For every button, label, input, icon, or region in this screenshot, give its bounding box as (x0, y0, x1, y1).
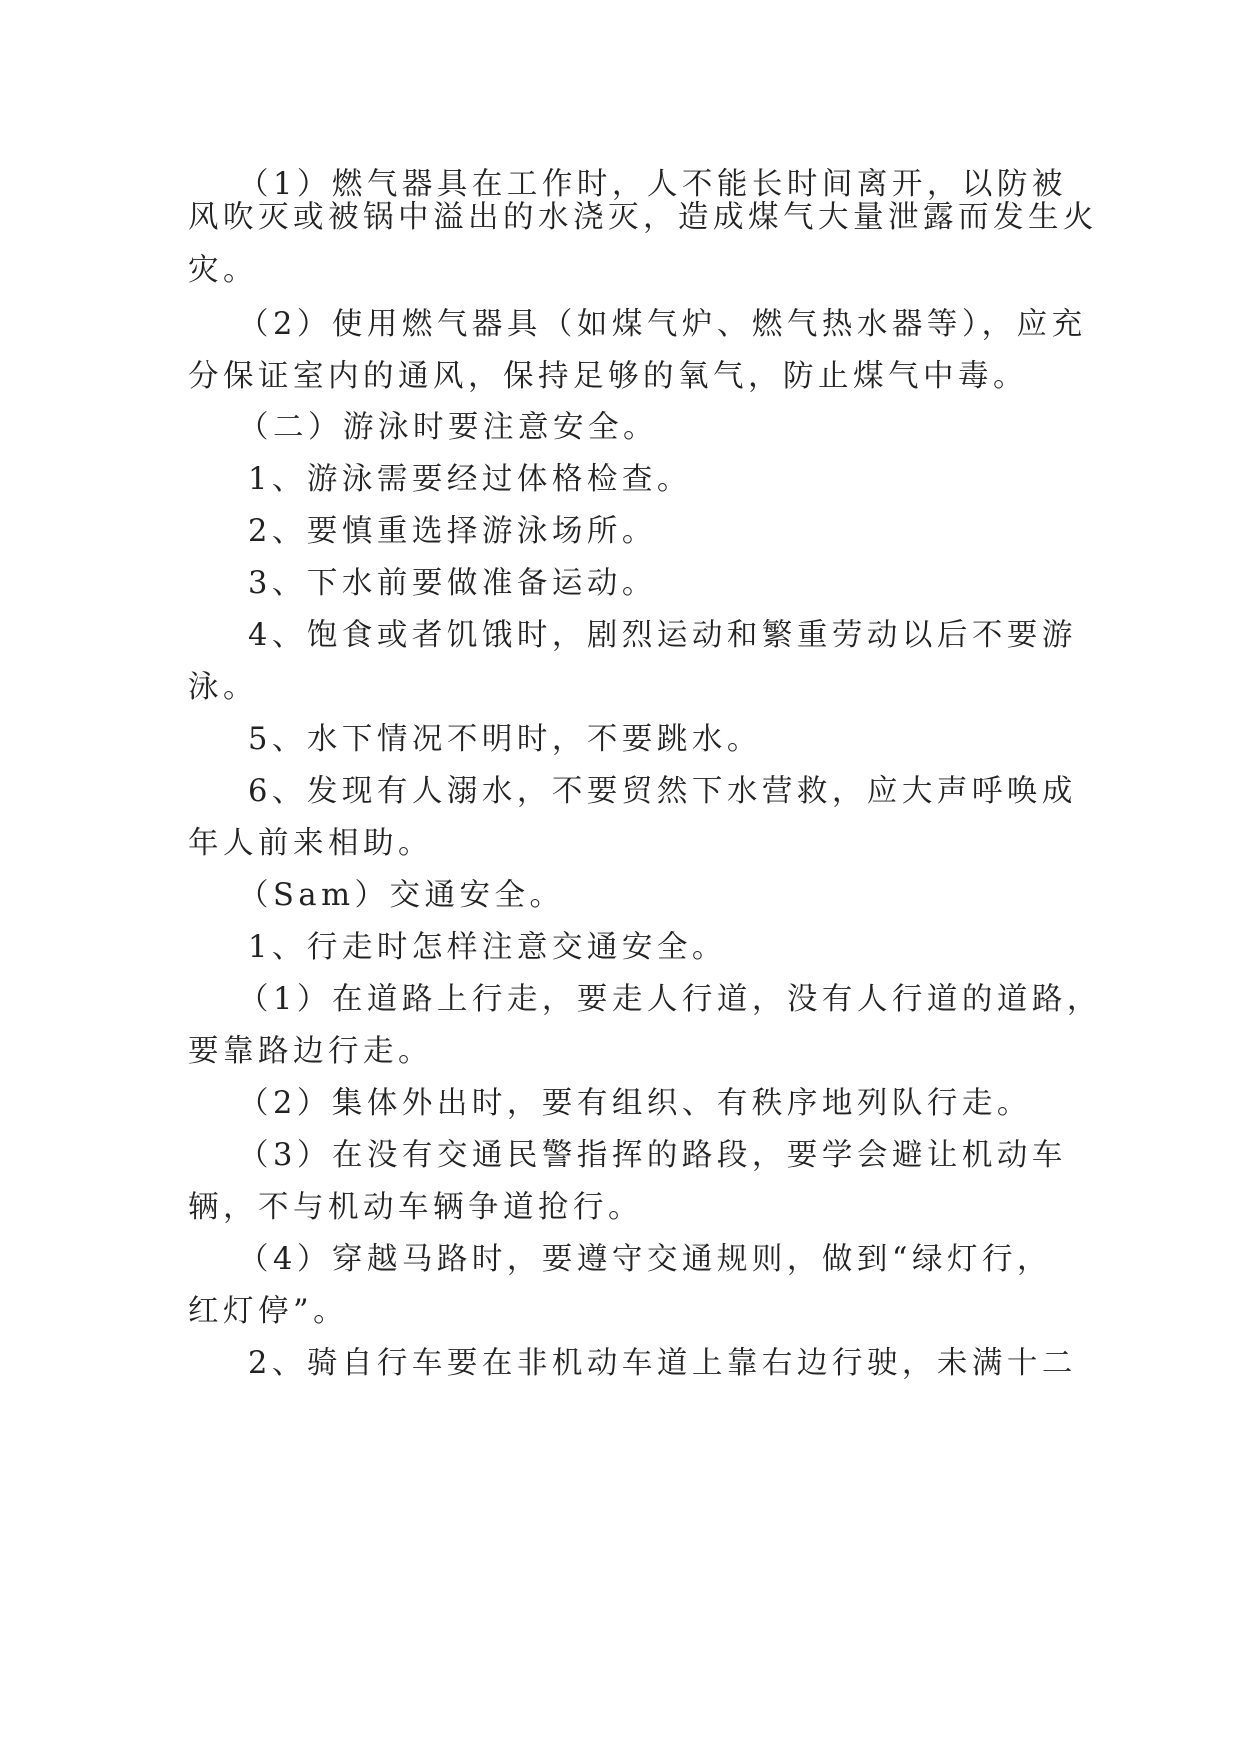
list-item: 5、水下情况不明时，不要跳水。 (248, 722, 762, 757)
paragraph-line: （2）使用燃气器具（如煤气炉、燃气热水器等），应充 (238, 307, 1087, 342)
list-item: 6、发现有人溺水，不要贸然下水营救，应大声呼唤成 (248, 774, 1077, 809)
paragraph-line: 分保证室内的通风，保持足够的氧气，防止煤气中毒。 (188, 359, 1028, 394)
list-item-continuation: 泳。 (188, 670, 258, 705)
paragraph-line: 灾。 (188, 253, 258, 288)
list-item: 3、下水前要做准备运动。 (248, 566, 657, 601)
list-item: 2、要慎重选择游泳场所。 (248, 514, 657, 549)
list-item: 1、游泳需要经过体格检查。 (248, 462, 692, 497)
sub-item: （1）在道路上行走，要走人行道，没有人行道的道路， (238, 982, 1102, 1017)
paragraph-line: （1）燃气器具在工作时，人不能长时间离开，以防被 (238, 167, 1067, 202)
list-item: 2、骑自行车要在非机动车道上靠右边行驶，未满十二 (248, 1346, 1077, 1381)
sub-item: （4）穿越马路时，要遵守交通规则，做到“绿灯行， (238, 1242, 1052, 1277)
sub-item: （2）集体外出时，要有组织、有秩序地列队行走。 (238, 1086, 1032, 1121)
sub-item-continuation: 辆，不与机动车辆争道抢行。 (188, 1190, 643, 1225)
section-heading: （二）游泳时要注意安全。 (238, 410, 658, 445)
paragraph-line: 风吹灭或被锅中溢出的水浇灭，造成煤气大量泄露而发生火 (188, 200, 1098, 235)
list-item: 1、行走时怎样注意交通安全。 (248, 930, 727, 965)
sub-item: （3）在没有交通民警指挥的路段，要学会避让机动车 (238, 1138, 1067, 1173)
sub-item-continuation: 要靠路边行走。 (188, 1034, 433, 1069)
list-item: 4、饱食或者饥饿时，剧烈运动和繁重劳动以后不要游 (248, 618, 1077, 653)
list-item-continuation: 年人前来相助。 (188, 826, 433, 861)
sub-item-continuation: 红灯停”。 (188, 1294, 349, 1329)
section-heading: （Sam）交通安全。 (238, 878, 565, 913)
